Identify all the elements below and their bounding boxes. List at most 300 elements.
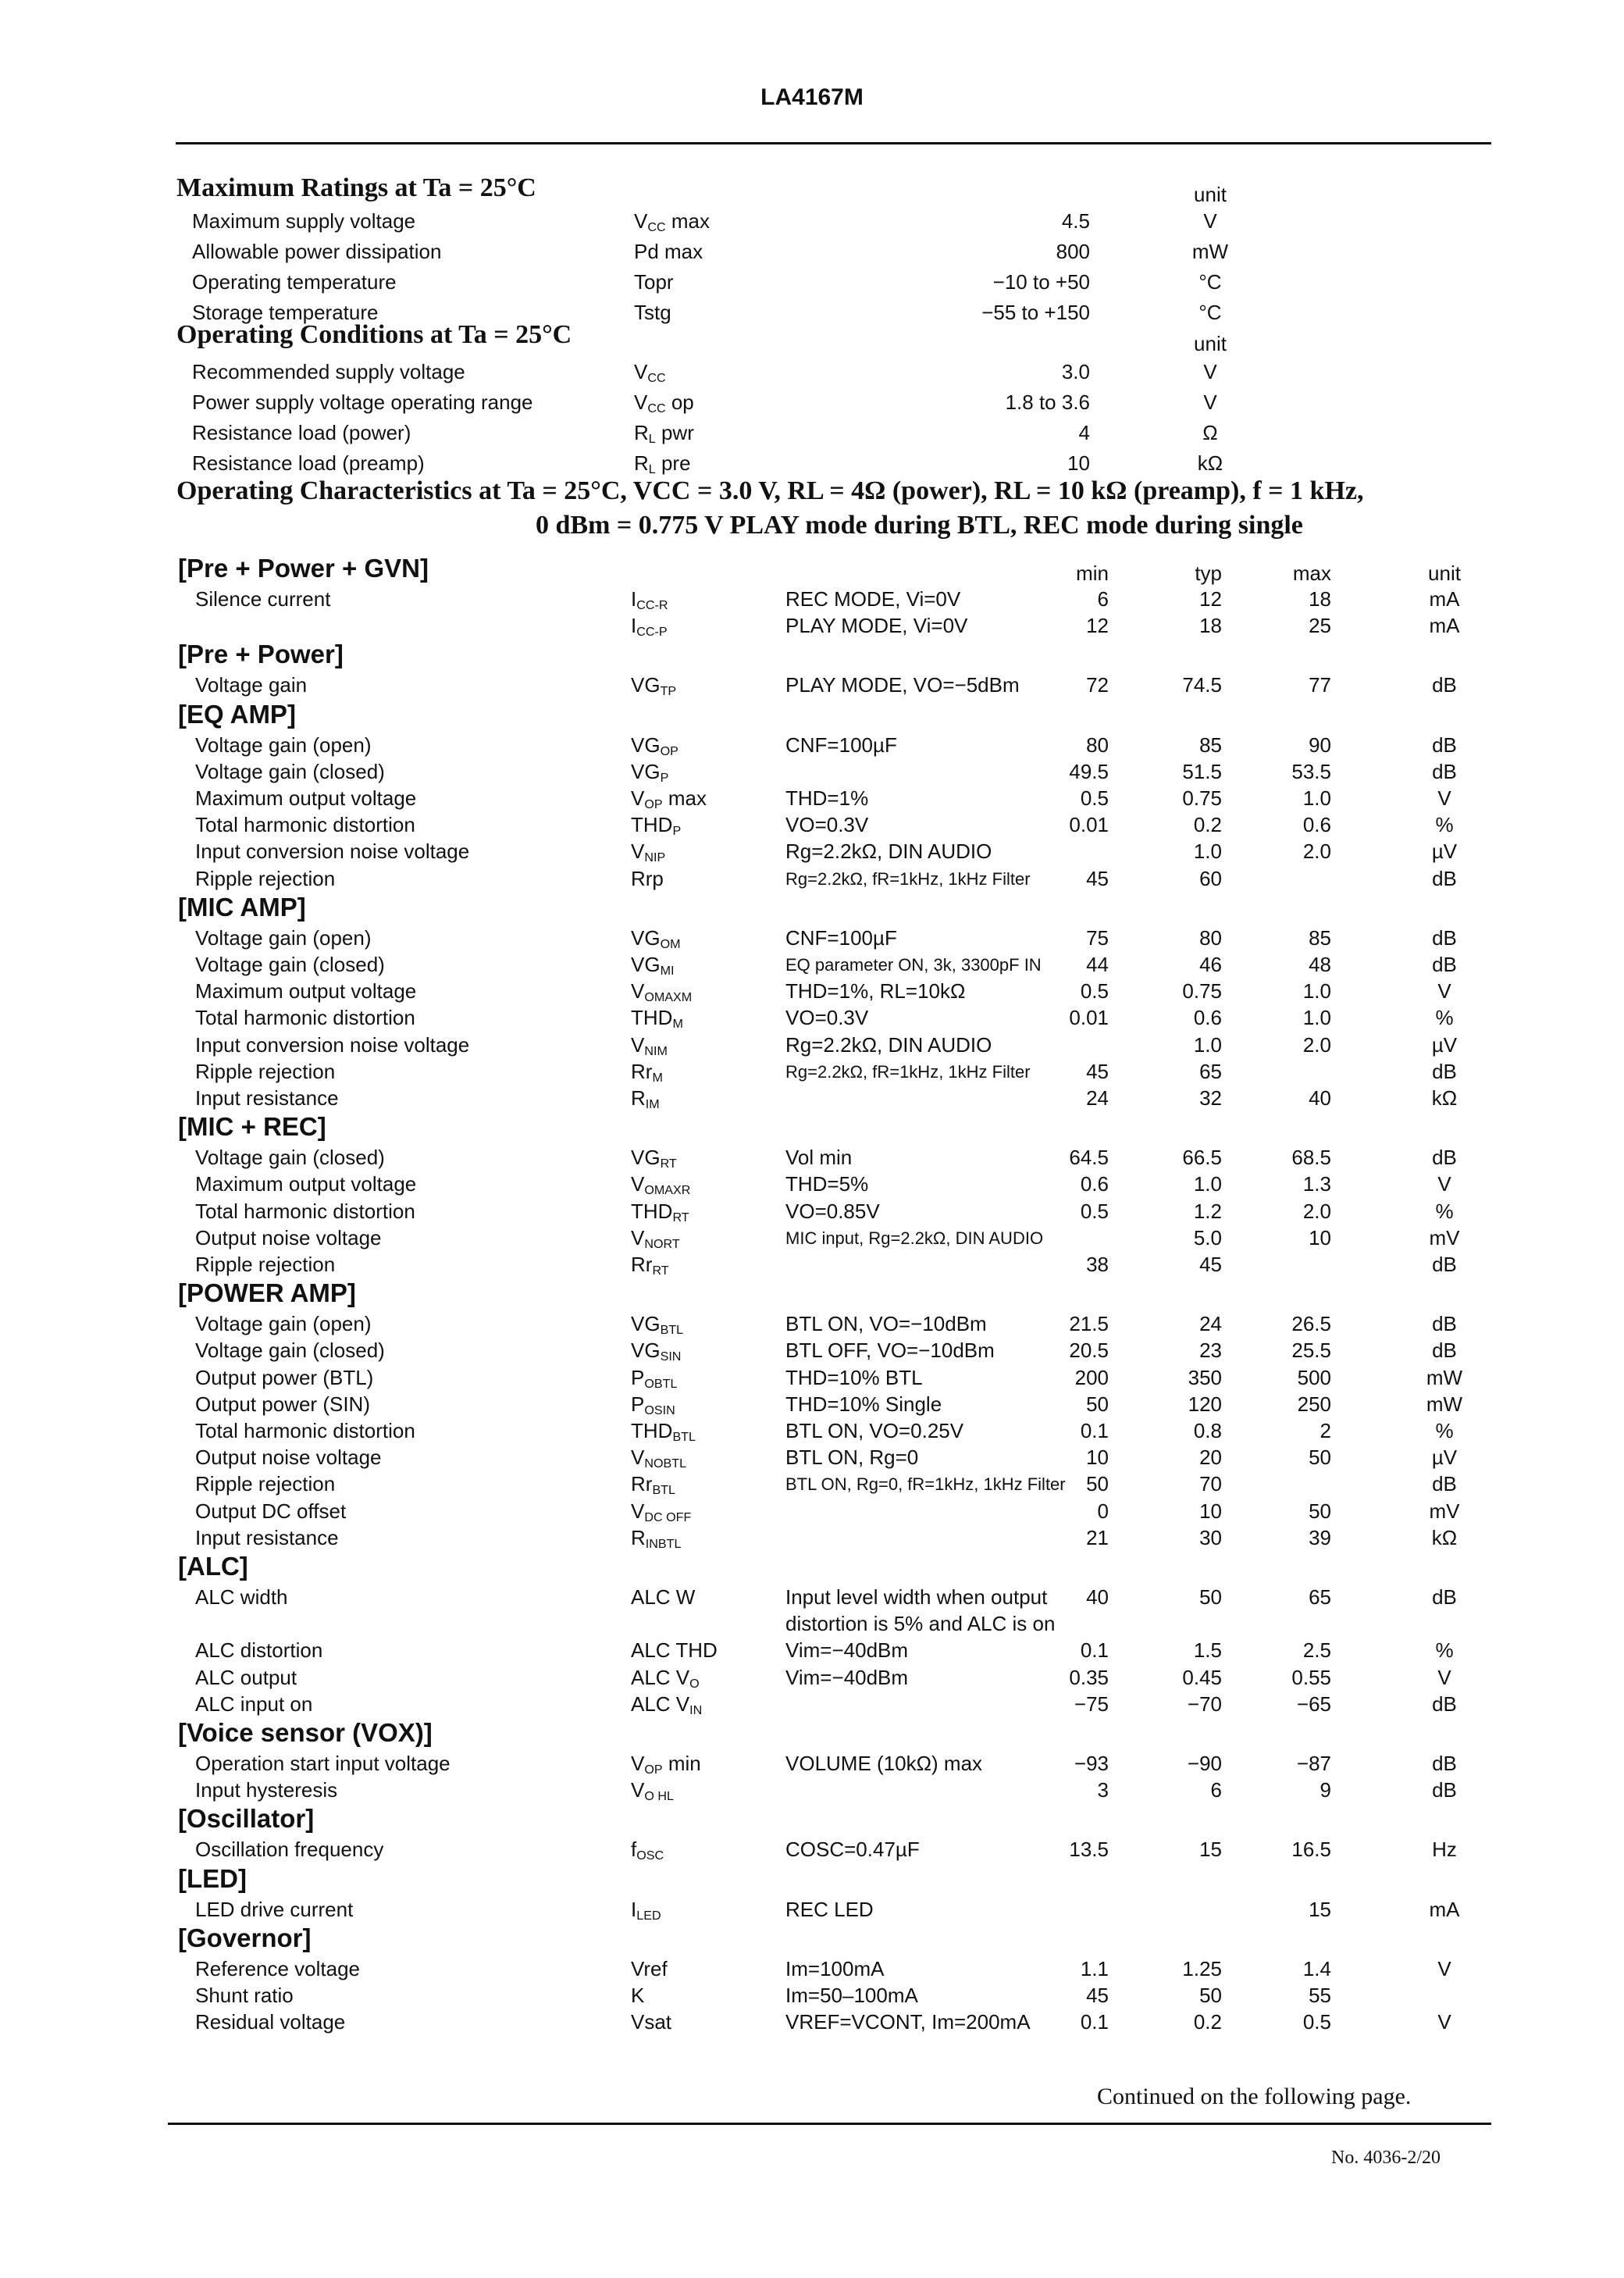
spec-row: [0, 1391, 1624, 1418]
value-max: 0.5: [1302, 2010, 1331, 2034]
spec-row: [0, 1664, 1624, 1692]
condition: Im=50–100mA: [785, 1984, 918, 2007]
symbol-base: Pd max: [634, 240, 703, 263]
param-name: Total harmonic distortion: [195, 1006, 415, 1030]
value-unit: dB: [1432, 1312, 1457, 1336]
value-max: −87: [1296, 1752, 1331, 1775]
value-max: 500: [1297, 1365, 1331, 1389]
value-unit: mA: [1429, 587, 1460, 611]
value-typ: 5.0: [1193, 1225, 1222, 1250]
symbol: [631, 1584, 695, 1611]
symbol-subscript: RT: [652, 1264, 669, 1278]
condition: CNF=100µF: [785, 925, 897, 950]
section-heading: [0, 701, 1624, 732]
symbol-base: R: [631, 1086, 646, 1110]
value-typ: 0.2: [1193, 813, 1222, 837]
value-unit: %: [1435, 1638, 1454, 1663]
section-title: [Pre + Power]: [178, 640, 344, 669]
param-name: Oscillation frequency: [195, 1838, 384, 1862]
col-min: min: [1076, 561, 1109, 585]
value-max: 53.5: [1291, 759, 1331, 783]
condition: REC LED: [785, 1897, 874, 1921]
symbol-base: Vref: [631, 1956, 668, 1980]
param-name: Ripple rejection: [195, 1253, 336, 1276]
value-typ: 50: [1199, 1585, 1222, 1609]
symbol-subscript: M: [652, 1070, 663, 1085]
symbol-base: THD: [631, 1199, 673, 1223]
symbol-subscript: OBTL: [644, 1376, 678, 1391]
spec-row: [0, 1225, 1624, 1252]
symbol-base: V: [634, 390, 648, 414]
condition: Im=100mA: [785, 1956, 885, 1980]
continued-note: Continued on the following page.: [1097, 2084, 1412, 2109]
symbol-subscript: OM: [660, 936, 681, 951]
spec-row: [0, 1251, 1624, 1278]
symbol: [634, 208, 710, 241]
symbol-base: I: [631, 587, 637, 611]
spec-row: [0, 1444, 1624, 1471]
value-min: 0.5: [1080, 979, 1109, 1004]
param-name: Voltage gain (open): [195, 925, 372, 950]
condition: Vim=−40dBm: [785, 1665, 909, 1689]
spec-row: [0, 1364, 1624, 1392]
spec-row: [0, 1982, 1624, 2009]
value-min: 0: [1097, 1499, 1109, 1523]
condition: REC MODE, Vi=0V: [785, 587, 961, 611]
value-unit: %: [1435, 1199, 1454, 1223]
value-unit: dB: [1432, 925, 1457, 950]
param-name: Voltage gain (closed): [195, 759, 385, 783]
max-ratings-unit-header: unit: [1194, 183, 1227, 206]
symbol-suffix: max: [662, 786, 707, 810]
value-max: 25: [1309, 614, 1331, 638]
symbol-subscript: INBTL: [645, 1536, 682, 1551]
section-heading: [0, 1279, 1624, 1310]
condition: VREF=VCONT, Im=200mA: [785, 2010, 1031, 2034]
condition: Rg=2.2kΩ, fR=1kHz, 1kHz Filter: [785, 868, 1031, 889]
value-typ: 120: [1188, 1392, 1222, 1416]
spec-row: [0, 1584, 1624, 1611]
value-typ: 1.25: [1182, 1956, 1222, 1980]
condition: THD=1%, RL=10kΩ: [785, 979, 966, 1004]
value-max: 9: [1320, 1778, 1331, 1802]
value-min: 21.5: [1069, 1312, 1109, 1336]
spec-row: [0, 1004, 1624, 1032]
symbol-subscript: OMAXR: [644, 1183, 691, 1198]
symbol-subscript: CC: [647, 401, 666, 416]
section-heading: [0, 1113, 1624, 1144]
value-min: 21: [1086, 1525, 1109, 1549]
value-typ: 0.8: [1193, 1419, 1222, 1442]
value-typ: 350: [1188, 1365, 1222, 1389]
value-max: 2.5: [1302, 1638, 1331, 1663]
value-typ: 10: [1199, 1499, 1222, 1523]
value-min: 44: [1086, 953, 1109, 976]
symbol-suffix: max: [665, 209, 710, 233]
condition: BTL ON, VO=−10dBm: [785, 1312, 987, 1336]
param-name: Ripple rejection: [195, 1059, 336, 1083]
spec-row: [0, 1471, 1624, 1498]
spec-row: [0, 1637, 1624, 1664]
value-min: 6: [1097, 587, 1109, 611]
value-max: 48: [1309, 953, 1331, 976]
spec-row: [0, 1198, 1624, 1225]
symbol-subscript: BTL: [652, 1483, 675, 1498]
rating-row: [0, 238, 1624, 266]
value-min: 64.5: [1069, 1146, 1109, 1170]
condition: THD=5%: [785, 1172, 869, 1196]
section-heading: [0, 1553, 1624, 1584]
value-max: 50: [1309, 1446, 1331, 1470]
param-name: Maximum output voltage: [195, 1172, 417, 1196]
symbol-subscript: OSC: [636, 1848, 664, 1863]
symbol-base: THD: [631, 1006, 673, 1030]
condition: EQ parameter ON, 3k, 3300pF IN: [785, 955, 1042, 975]
value-max: 15: [1309, 1897, 1331, 1921]
symbol: [634, 299, 671, 326]
spec-row: [0, 1417, 1624, 1445]
param-name: Output power (SIN): [195, 1392, 370, 1416]
document-number: No. 4036-2/20: [1331, 2148, 1441, 2168]
symbol-subscript: BTL: [672, 1430, 696, 1445]
value-min: 3: [1097, 1778, 1109, 1802]
value-min: 0.6: [1080, 1172, 1109, 1196]
value-min: 40: [1086, 1585, 1109, 1609]
symbol-base: Rr: [631, 1059, 653, 1083]
max-ratings-heading: Maximum Ratings at Ta = 25°C: [176, 173, 536, 202]
value-typ: 0.45: [1182, 1665, 1222, 1689]
symbol-base: V: [631, 979, 645, 1004]
param-name: Voltage gain (open): [195, 733, 372, 757]
rating-unit: mW: [1191, 240, 1229, 263]
value-max: 1.0: [1302, 1006, 1331, 1030]
condition: Vim=−40dBm: [785, 1638, 909, 1663]
value-unit: dB: [1432, 1585, 1457, 1609]
value-min: 0.01: [1069, 1006, 1109, 1030]
value-typ: 0.75: [1182, 979, 1222, 1004]
symbol-base: V: [631, 1172, 645, 1196]
symbol-subscript: OP: [660, 743, 678, 758]
param-name: Power supply voltage operating range: [192, 390, 533, 414]
spec-row: [0, 612, 1624, 640]
value-unit: Hz: [1432, 1838, 1457, 1862]
symbol-subscript: IM: [645, 1097, 660, 1112]
value-typ: 1.0: [1193, 1172, 1222, 1196]
value-max: 39: [1309, 1525, 1331, 1549]
symbol-suffix: pwr: [655, 421, 694, 444]
symbol: [631, 2009, 671, 2036]
symbol: [634, 269, 674, 296]
symbol-subscript: OMAXM: [644, 990, 693, 1005]
value-typ: 74.5: [1182, 673, 1222, 697]
symbol-base: Topr: [634, 270, 674, 294]
value-max: 40: [1309, 1086, 1331, 1110]
symbol-subscript: CC: [647, 371, 666, 386]
value-unit: dB: [1432, 759, 1457, 783]
value-typ: −70: [1187, 1692, 1222, 1716]
value-typ: 60: [1199, 866, 1222, 890]
value-min: 80: [1086, 733, 1109, 757]
symbol-subscript: IN: [689, 1702, 703, 1717]
symbol-base: R: [634, 421, 649, 444]
section-heading: [0, 1865, 1624, 1896]
value-min: 0.35: [1069, 1665, 1109, 1689]
param-name: Output DC offset: [195, 1499, 347, 1523]
value-unit: dB: [1432, 1339, 1457, 1363]
section-heading: [0, 1719, 1624, 1750]
spec-row: [0, 758, 1624, 786]
value-typ: 70: [1199, 1472, 1222, 1496]
value-unit: dB: [1432, 1778, 1457, 1802]
symbol-base: Rr: [631, 1253, 653, 1276]
spec-row: [0, 811, 1624, 839]
symbol-subscript: CC-P: [636, 625, 668, 640]
rating-value: 800: [1056, 240, 1090, 263]
value-min: 0.1: [1080, 2010, 1109, 2034]
param-name: Output noise voltage: [195, 1225, 382, 1250]
value-unit: mW: [1426, 1365, 1463, 1389]
symbol-subscript: SIN: [660, 1349, 682, 1364]
condition: BTL ON, Rg=0: [785, 1446, 919, 1470]
value-typ: 23: [1199, 1339, 1222, 1363]
value-unit: V: [1437, 1665, 1451, 1689]
value-min: 0.1: [1080, 1638, 1109, 1663]
rating-unit: kΩ: [1197, 451, 1223, 475]
symbol-base: THD: [631, 1419, 673, 1442]
condition: CNF=100µF: [785, 733, 897, 757]
param-name: Voltage gain (closed): [195, 1339, 385, 1363]
symbol-subscript: P: [660, 770, 669, 785]
value-max: 77: [1309, 673, 1331, 697]
symbol: [634, 238, 703, 266]
symbol-base: V: [631, 840, 645, 864]
value-max: 10: [1309, 1225, 1331, 1250]
symbol-base: V: [631, 786, 645, 810]
value-typ: 6: [1210, 1778, 1222, 1802]
spec-row: [0, 951, 1624, 979]
param-name: Reference voltage: [195, 1956, 361, 1980]
value-max: 1.3: [1302, 1172, 1331, 1196]
condition: BTL ON, Rg=0, fR=1kHz, 1kHz Filter: [785, 1474, 1066, 1495]
symbol-subscript: RT: [660, 1157, 677, 1171]
param-name: Voltage gain (closed): [195, 953, 385, 976]
value-unit: %: [1435, 1419, 1454, 1442]
condition: MIC input, Rg=2.2kΩ, DIN AUDIO: [785, 1228, 1044, 1248]
symbol-base: P: [631, 1392, 645, 1416]
condition: THD=10% BTL: [785, 1365, 923, 1389]
symbol-base: K: [631, 1984, 645, 2007]
condition: VO=0.3V: [785, 813, 869, 837]
param-name: Maximum supply voltage: [192, 209, 416, 233]
spec-row: [0, 672, 1624, 699]
value-unit: µV: [1431, 840, 1458, 864]
spec-row: [0, 1524, 1624, 1552]
rating-value: 4.5: [1061, 209, 1090, 233]
symbol-base: VG: [631, 673, 661, 697]
section-title: [ALC]: [178, 1552, 248, 1581]
symbol-base: THD: [631, 813, 673, 837]
value-typ: 1.0: [1193, 1032, 1222, 1057]
param-name: Ripple rejection: [195, 866, 336, 890]
symbol-subscript: NIM: [644, 1043, 668, 1058]
param-name: Voltage gain (closed): [195, 1146, 385, 1170]
symbol-subscript: O: [689, 1676, 700, 1691]
condition: VOLUME (10kΩ) max: [785, 1752, 983, 1775]
value-unit: %: [1435, 1006, 1454, 1030]
value-min: 13.5: [1069, 1838, 1109, 1862]
symbol-subscript: DC OFF: [644, 1510, 692, 1524]
param-name: Silence current: [195, 587, 331, 611]
symbol-base: R: [631, 1525, 646, 1549]
value-max: 250: [1297, 1392, 1331, 1416]
param-name: Resistance load (power): [192, 421, 411, 444]
value-min: 200: [1074, 1365, 1109, 1389]
section-heading: [0, 554, 1624, 586]
symbol-base: VG: [631, 1339, 661, 1363]
value-unit: %: [1435, 813, 1454, 837]
footer-rule: [168, 2123, 1491, 2125]
rating-row: [0, 358, 1624, 386]
symbol-base: VG: [631, 953, 661, 976]
rating-row: [0, 208, 1624, 235]
spec-row: [0, 838, 1624, 865]
condition: PLAY MODE, Vi=0V: [785, 614, 968, 638]
value-max: 1.0: [1302, 979, 1331, 1004]
value-min: 38: [1086, 1253, 1109, 1276]
value-unit: dB: [1432, 866, 1457, 890]
section-heading: [0, 640, 1624, 672]
param-name: Input hysteresis: [195, 1778, 338, 1802]
symbol-base: VG: [631, 733, 661, 757]
symbol: [631, 1955, 668, 1983]
value-min: 72: [1086, 673, 1109, 697]
param-name: Input conversion noise voltage: [195, 840, 470, 864]
spec-row: [0, 785, 1624, 812]
symbol-base: P: [631, 1365, 645, 1389]
value-min: 50: [1086, 1392, 1109, 1416]
spec-row: [0, 2009, 1624, 2036]
spec-row: [0, 1777, 1624, 1804]
symbol: [631, 1637, 718, 1664]
param-name: Input conversion noise voltage: [195, 1032, 470, 1057]
value-unit: kΩ: [1431, 1525, 1458, 1549]
symbol-subscript: OSIN: [644, 1403, 675, 1417]
spec-row: [0, 1896, 1624, 1923]
rating-unit: °C: [1198, 301, 1222, 324]
symbol-base: VG: [631, 1146, 661, 1170]
param-name: ALC width: [195, 1585, 288, 1609]
op-conditions-unit-header: unit: [1194, 332, 1227, 355]
condition: BTL ON, VO=0.25V: [785, 1419, 964, 1442]
col-unit: unit: [1428, 561, 1461, 585]
page-title: LA4167M: [760, 84, 864, 110]
symbol-subscript: O HL: [644, 1789, 674, 1804]
value-max: 25.5: [1291, 1339, 1331, 1363]
value-unit: mA: [1429, 614, 1460, 638]
param-name: Voltage gain: [195, 673, 308, 697]
spec-row: [0, 1750, 1624, 1777]
value-min: 24: [1086, 1086, 1109, 1110]
param-name: Input resistance: [195, 1525, 339, 1549]
param-name: Operation start input voltage: [195, 1752, 451, 1775]
symbol-base: V: [631, 1499, 645, 1523]
value-unit: kΩ: [1431, 1086, 1458, 1110]
spec-row: [0, 1144, 1624, 1171]
value-min: 12: [1086, 614, 1109, 638]
value-unit: dB: [1432, 1146, 1457, 1170]
spec-row: [0, 732, 1624, 759]
spec-row: [0, 1836, 1624, 1863]
value-max: 55: [1309, 1984, 1331, 2007]
spec-row: [0, 1032, 1624, 1059]
param-name: ALC input on: [195, 1692, 313, 1716]
symbol-base: R: [634, 451, 649, 475]
param-name: Storage temperature: [192, 301, 379, 324]
symbol-base: Tstg: [634, 301, 671, 324]
rating-row: [0, 389, 1624, 416]
section-title: [MIC AMP]: [178, 892, 306, 922]
value-min: 45: [1086, 1059, 1109, 1083]
value-max: 26.5: [1291, 1312, 1331, 1336]
value-min: 50: [1086, 1472, 1109, 1496]
rating-value: −10 to +50: [992, 270, 1090, 294]
param-name: Maximum output voltage: [195, 979, 417, 1004]
symbol-subscript: CC-R: [636, 598, 668, 613]
value-unit: dB: [1432, 1059, 1457, 1083]
value-max: 16.5: [1291, 1838, 1331, 1862]
param-name: Total harmonic distortion: [195, 1199, 415, 1223]
symbol: [631, 1982, 644, 2009]
symbol-base: Rr: [631, 1472, 653, 1496]
symbol-base: ALC V: [631, 1692, 690, 1716]
symbol-base: ALC W: [631, 1585, 696, 1609]
symbol-subscript: P: [672, 824, 682, 839]
value-typ: 85: [1199, 733, 1222, 757]
param-name: Output noise voltage: [195, 1446, 382, 1470]
value-max: 0.55: [1291, 1665, 1331, 1689]
symbol-suffix: pre: [655, 451, 691, 475]
spec-row: [0, 1171, 1624, 1198]
param-name: Total harmonic distortion: [195, 813, 415, 837]
symbol-base: Vsat: [631, 2010, 672, 2034]
value-typ: 1.0: [1193, 840, 1222, 864]
value-typ: 18: [1199, 614, 1222, 638]
rating-row: [0, 450, 1624, 477]
param-name: Residual voltage: [195, 2010, 346, 2034]
value-unit: dB: [1432, 1752, 1457, 1775]
rating-unit: V: [1203, 390, 1217, 414]
symbol-subscript: OP: [644, 797, 663, 812]
value-max: 0.6: [1302, 813, 1331, 837]
param-name: Recommended supply voltage: [192, 360, 465, 383]
section-title: [Voice sensor (VOX)]: [178, 1718, 433, 1747]
value-max: 90: [1309, 733, 1331, 757]
condition: PLAY MODE, VO=−5dBm: [785, 673, 1020, 697]
value-typ: 0.6: [1193, 1006, 1222, 1030]
spec-row: [0, 1085, 1624, 1112]
symbol-base: VG: [631, 1312, 661, 1336]
value-typ: 1.2: [1193, 1199, 1222, 1223]
value-max: 1.4: [1302, 1956, 1331, 1980]
spec-row: [0, 978, 1624, 1005]
rating-unit: V: [1203, 209, 1217, 233]
rating-value: 3.0: [1061, 360, 1090, 383]
symbol: [634, 419, 694, 453]
condition: THD=1%: [785, 786, 869, 810]
value-unit: mA: [1429, 1897, 1460, 1921]
value-unit: V: [1437, 1172, 1451, 1196]
symbol-suffix: op: [665, 390, 694, 414]
